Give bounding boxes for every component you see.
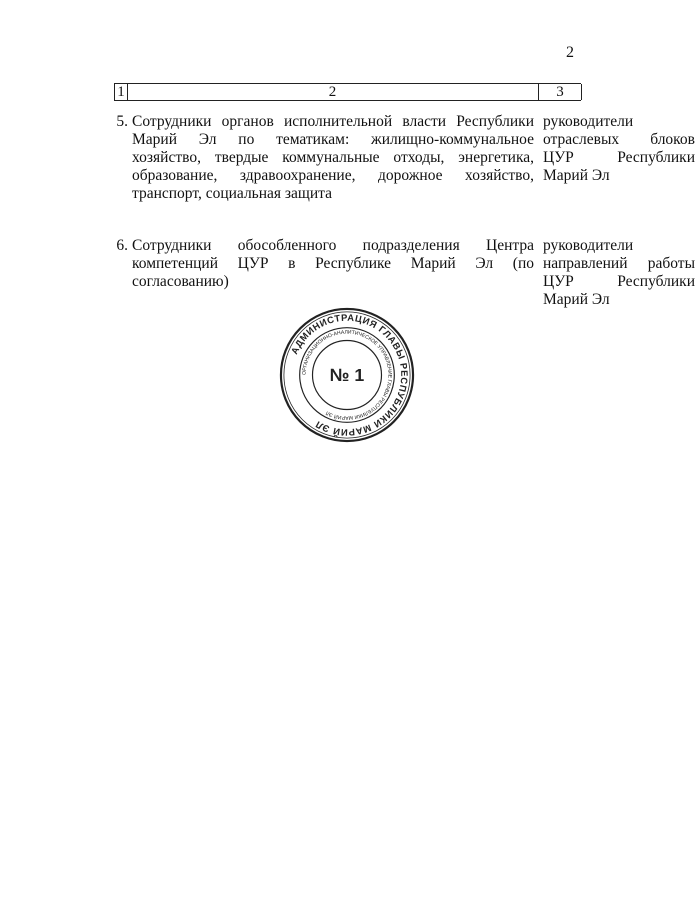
- page-number: 2: [566, 44, 574, 61]
- header-col-2: 2: [127, 84, 539, 100]
- header-col-3: 3: [539, 84, 582, 100]
- seal-number: № 1: [329, 364, 365, 385]
- official-seal: [278, 306, 416, 444]
- row-number: 5.: [116, 113, 128, 130]
- table-header: [114, 83, 581, 101]
- seal-inner-text: ОРГАНИЗАЦИОННО-АНАЛИТИЧЕСКОЕ УПРАВЛЕНИЕ ГЛАВЫ РЕСПУБЛИКИ МАРИЙ ЭЛ: [301, 329, 393, 421]
- header-col-1: 1: [114, 84, 128, 100]
- row-description: Сотрудники органов исполнительной власти Республики Марий Эл по тематикам: жилищно-коммунальное хозяйство, твердые коммунальные отходы, энергетика, образование, здравоохранение, дорожное хозяйство, транспорт, социальная защита: [132, 113, 534, 202]
- row-responsible: руководители отраслевых блоков ЦУР Республики Марий Эл: [543, 113, 695, 184]
- row-description: Сотрудники обособленного подразделения Центра компетенций ЦУР в Республике Марий Эл (по согласованию): [132, 237, 534, 290]
- seal-outer-text: АДМИНИСТРАЦИЯ ГЛАВЫ РЕСПУБЛИКИ МАРИЙ ЭЛ: [289, 312, 410, 438]
- row-number: 6.: [116, 237, 128, 254]
- row-responsible: руководители направлений работы ЦУР Республики Марий Эл: [543, 237, 695, 308]
